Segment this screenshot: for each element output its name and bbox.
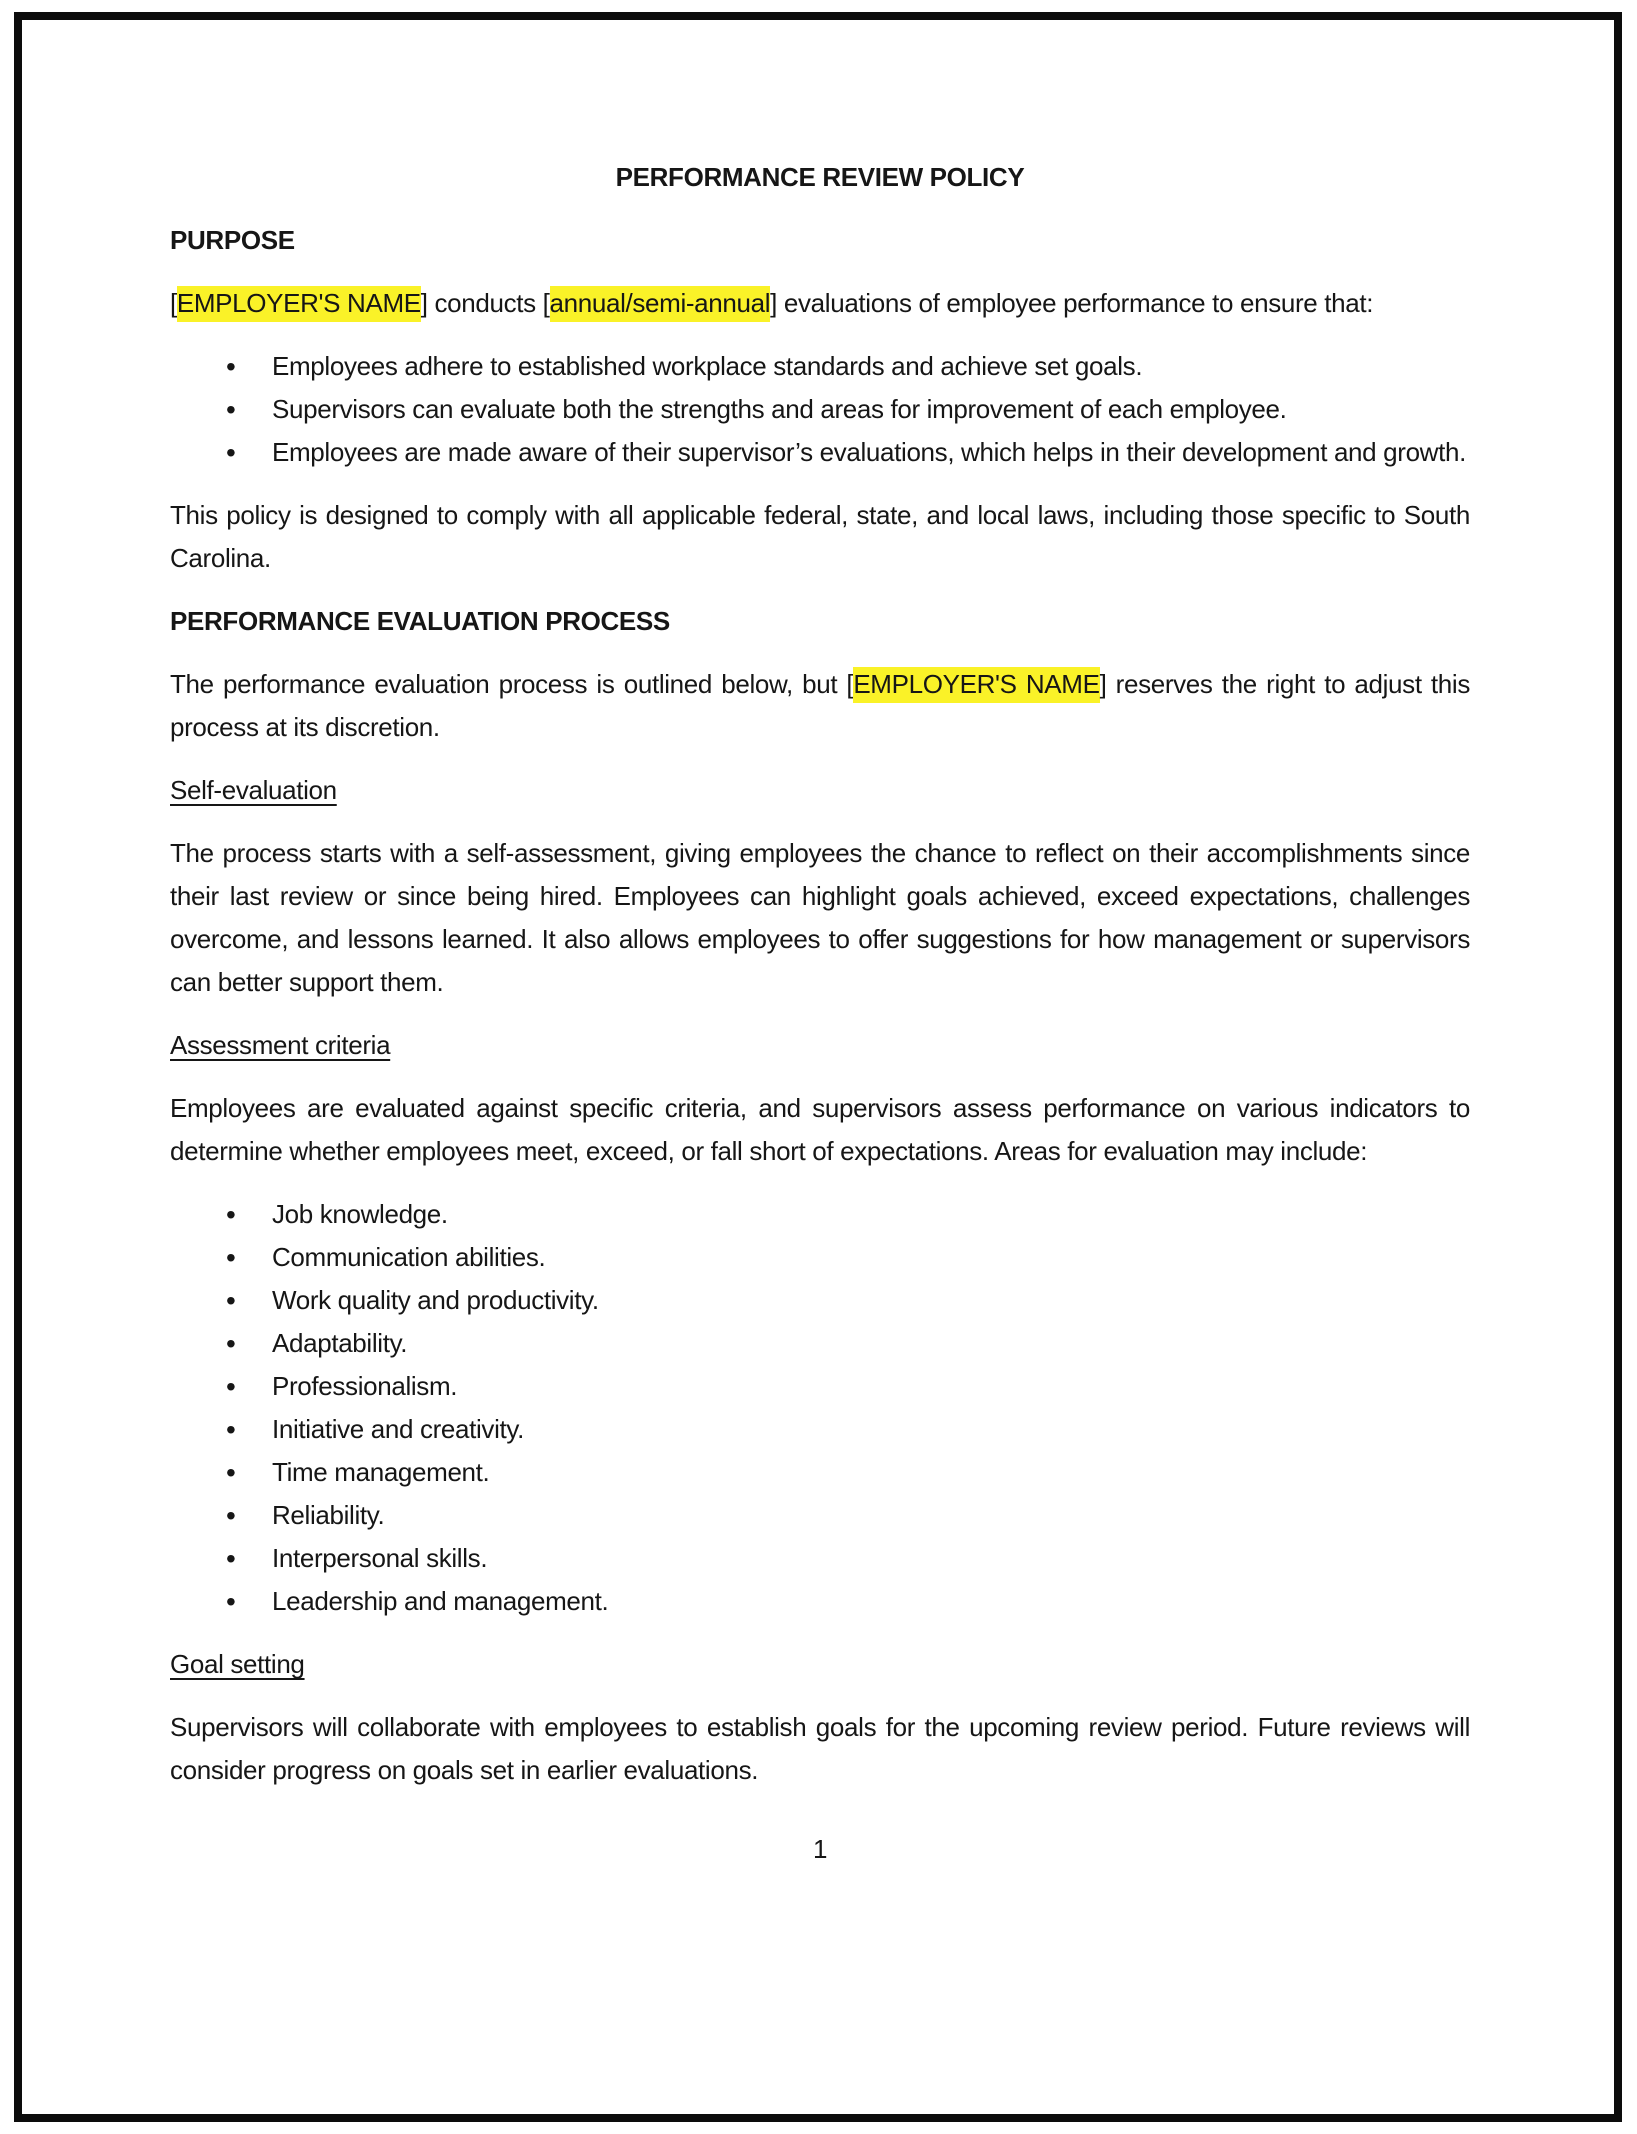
highlight-employer-name: EMPLOYER'S NAME xyxy=(853,667,1099,703)
paragraph-self-evaluation: The process starts with a self-assessment, giving employees the chance to reflect on their accomplishments since their last review or since being hired. Employees can highlight goals achieved, exceed expectations, challenges overcome, and lessons learned. It also allows employees to offer suggestions for how management or supervisors can better support them. xyxy=(170,838,1470,997)
intro-mid-text: ] conducts [ xyxy=(420,288,550,318)
list-item: • Employees adhere to established workplace standards and achieve set goals. xyxy=(272,345,1470,388)
list-item: • Leadership and management. xyxy=(272,1580,1470,1623)
paragraph-process-intro xyxy=(170,663,1470,749)
paragraph-assessment-criteria: Employees are evaluated against specific criteria, and supervisors assess performance on various indicators to determine whether employees meet, exceed, or fall short of expectations. Areas for evaluation may include: xyxy=(170,1093,1470,1166)
paragraph-compliance: This policy is designed to comply with all applicable federal, state, and local laws, including those specific to South Carolina. xyxy=(170,500,1470,573)
intro-post-text: ] evaluations of employee performance to ensure that: xyxy=(770,288,1374,318)
list-item: • Adaptability. xyxy=(272,1322,1470,1365)
paragraph-goal-setting: Supervisors will collaborate with employees to establish goals for the upcoming review period. Future reviews will consider progress on goals set in earlier evaluations. xyxy=(170,1712,1470,1785)
list-item: • Job knowledge. xyxy=(272,1193,1470,1236)
highlight-frequency: annual/semi-annual xyxy=(550,286,771,322)
list-item: • Professionalism. xyxy=(272,1365,1470,1408)
bullet-list-purpose xyxy=(170,345,1470,474)
section-heading-purpose: PURPOSE xyxy=(170,225,295,255)
list-item: • Work quality and productivity. xyxy=(272,1279,1470,1322)
document-content xyxy=(170,0,1470,1871)
section-heading-process: PERFORMANCE EVALUATION PROCESS xyxy=(170,606,670,636)
list-item: • Supervisors can evaluate both the strengths and areas for improvement of each employee. xyxy=(272,388,1470,431)
highlight-employer-name: EMPLOYER'S NAME xyxy=(177,286,421,322)
page-number: 1 xyxy=(812,1834,828,1864)
list-item: • Interpersonal skills. xyxy=(272,1537,1470,1580)
intro-bracket-open: [ xyxy=(170,288,177,318)
subheading-assessment-criteria: Assessment criteria xyxy=(170,1030,391,1060)
list-item: • Time management. xyxy=(272,1451,1470,1494)
process-post-text: ] reserves the right to adjust this process at its discretion. xyxy=(170,669,1470,742)
list-item: • Reliability. xyxy=(272,1494,1470,1537)
subheading-self-evaluation: Self-evaluation xyxy=(170,775,337,805)
paragraph-purpose-intro xyxy=(170,282,1470,325)
list-item: • Employees are made aware of their supervisor’s evaluations, which helps in their development and growth. xyxy=(272,431,1470,474)
subheading-goal-setting: Goal setting xyxy=(170,1649,305,1679)
bullet-list-criteria xyxy=(170,1193,1470,1623)
list-item: • Initiative and creativity. xyxy=(272,1408,1470,1451)
list-item: • Communication abilities. xyxy=(272,1236,1470,1279)
process-pre-text: The performance evaluation process is outlined below, but [ xyxy=(170,669,854,699)
page-title: PERFORMANCE REVIEW POLICY xyxy=(615,162,1025,192)
